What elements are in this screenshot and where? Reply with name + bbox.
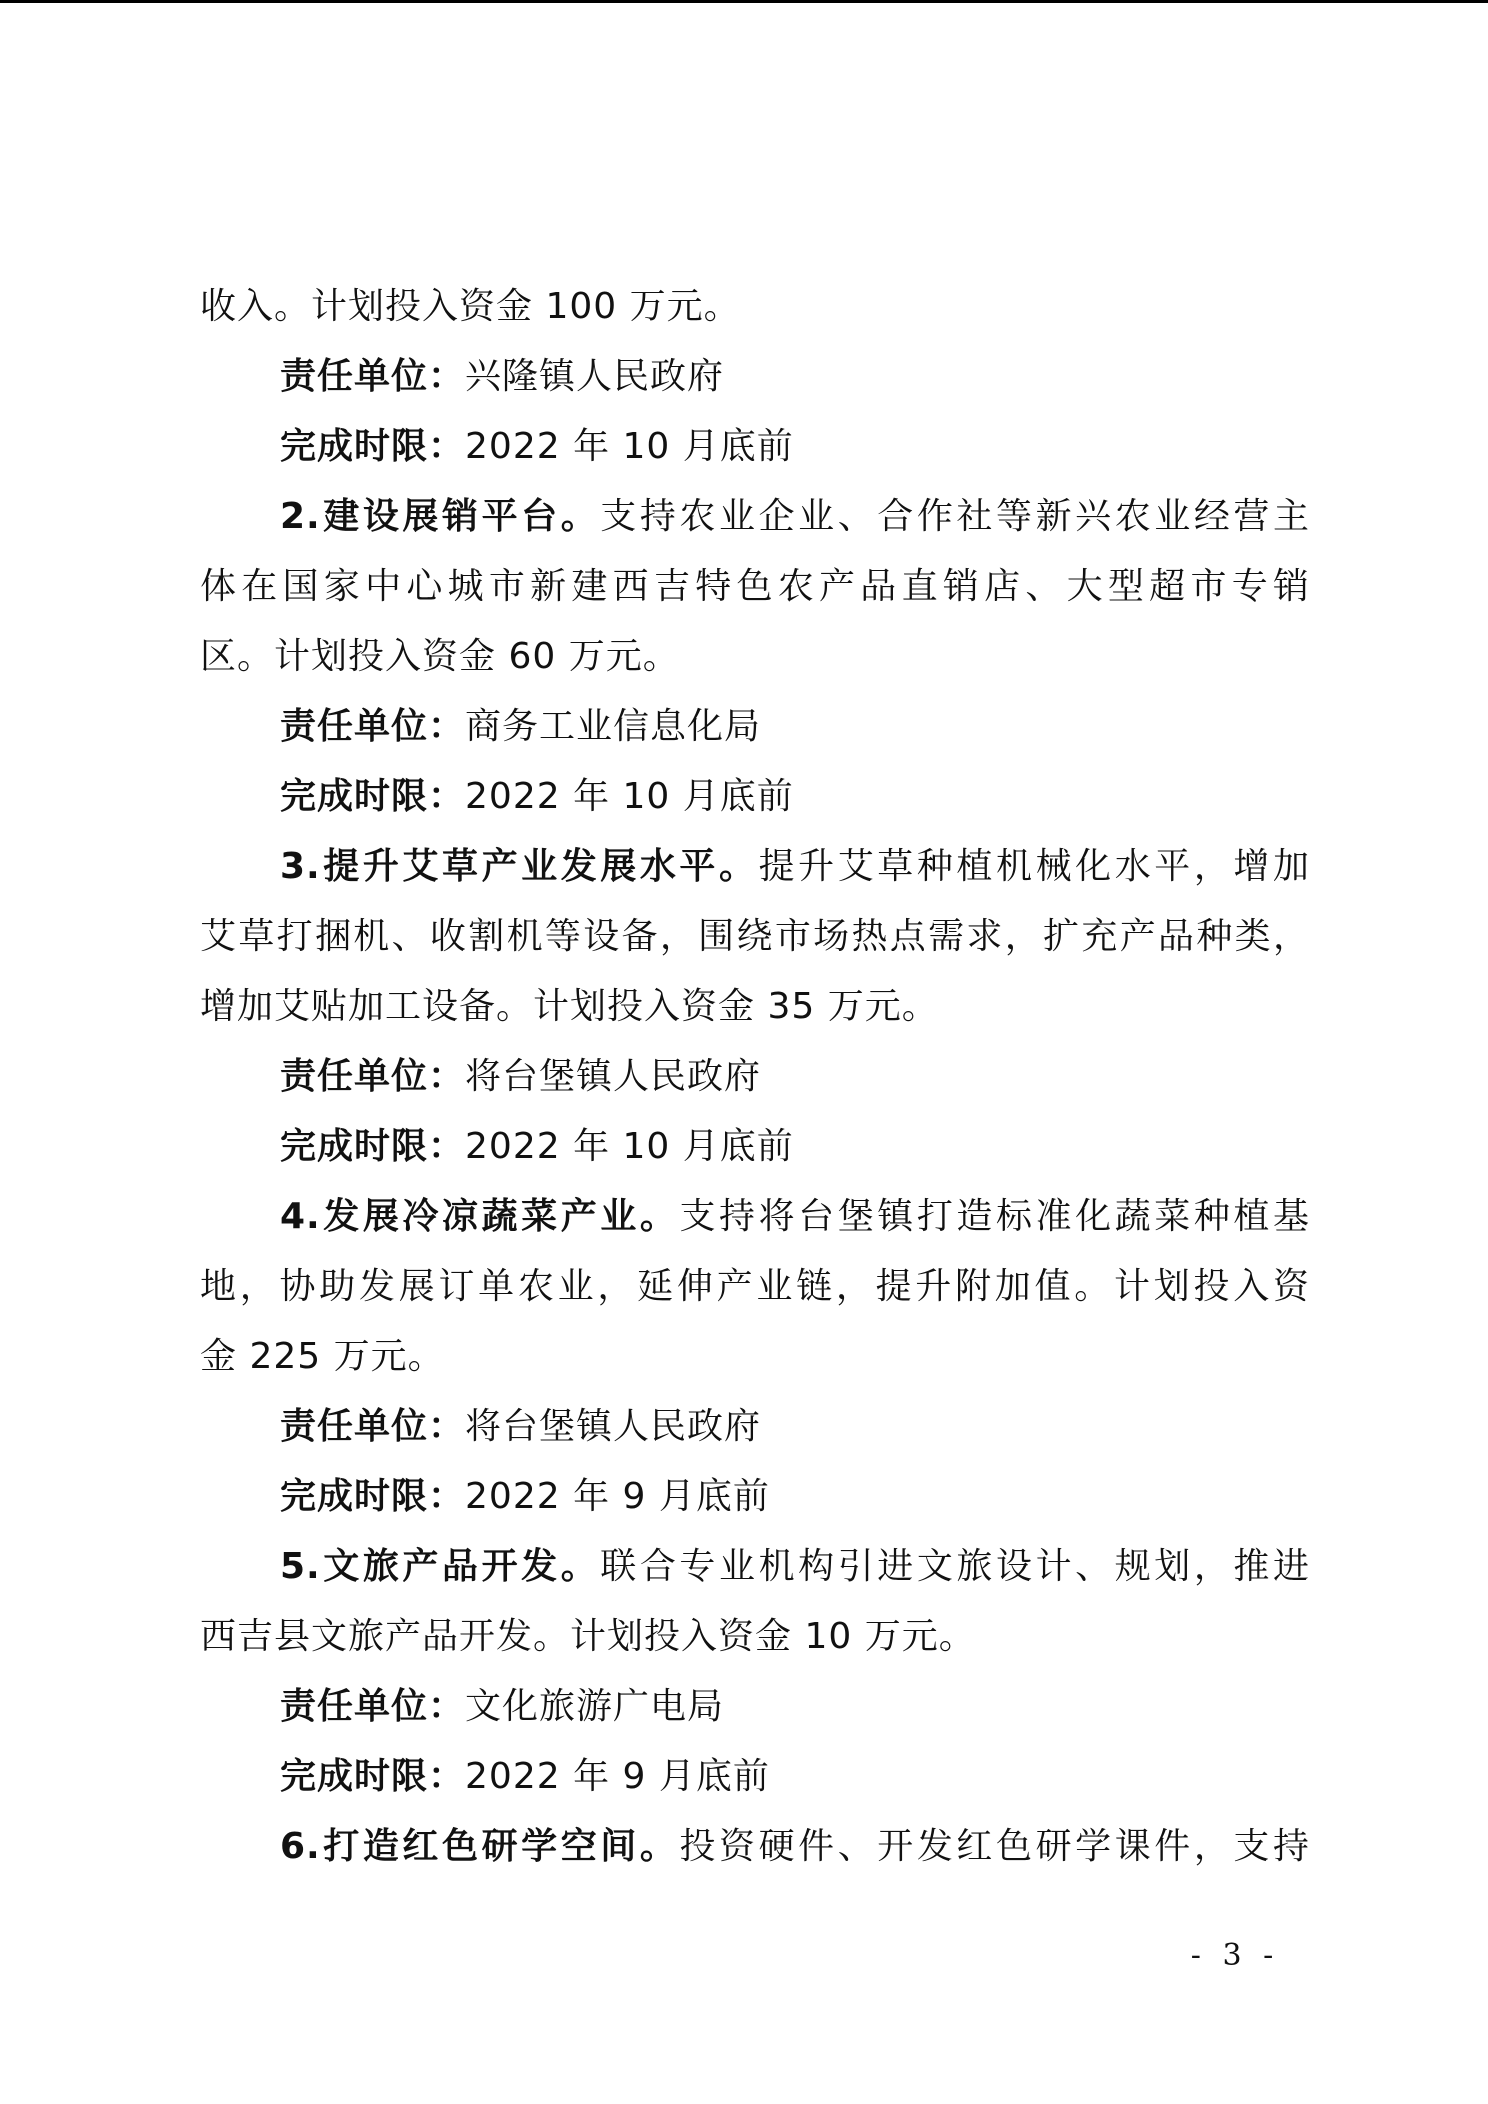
responsible-unit-value: 兴隆镇人民政府 [465, 356, 725, 397]
deadline-line [200, 1742, 1310, 1812]
item-body: 支持将台堡镇打造标准化蔬菜种植基 [679, 1196, 1310, 1237]
deadline-value: 2022 年 9 月底前 [465, 1756, 770, 1797]
item-heading: 4.发展冷凉蔬菜产业。 [280, 1196, 680, 1237]
paragraph-line: 金 225 万元。 [200, 1336, 445, 1377]
deadline-value: 2022 年 10 月底前 [465, 776, 794, 817]
item-heading: 3.提升艾草产业发展水平。 [280, 846, 759, 887]
responsible-unit-value: 文化旅游广电局 [465, 1686, 725, 1727]
paragraph-line: 收入。计划投入资金 100 万元。 [200, 286, 741, 327]
responsible-unit-line [200, 1672, 1310, 1742]
item-heading: 2.建设展销平台。 [280, 496, 601, 537]
item-heading-line [200, 1182, 1310, 1252]
deadline-line [200, 412, 1310, 482]
paragraph-line: 艾草打捆机、收割机等设备，围绕市场热点需求，扩充产品种类， [200, 916, 1310, 957]
responsible-unit-line [200, 692, 1310, 762]
deadline-label: 完成时限： [280, 1476, 466, 1517]
deadline-value: 2022 年 9 月底前 [465, 1476, 770, 1517]
responsible-unit-label: 责任单位： [280, 1056, 466, 1097]
paragraph-line: 西吉县文旅产品开发。计划投入资金 10 万元。 [200, 1616, 976, 1657]
deadline-label: 完成时限： [280, 776, 466, 817]
item-body: 支持农业企业、合作社等新兴农业经营主 [600, 496, 1310, 537]
responsible-unit-line [200, 342, 1310, 412]
page-number: - 3 - [1190, 1938, 1280, 1973]
responsible-unit-label: 责任单位： [280, 706, 466, 747]
deadline-line [200, 1112, 1310, 1182]
top-border-rule [0, 0, 1488, 3]
item-heading-line [200, 482, 1310, 552]
deadline-line [200, 1462, 1310, 1532]
item-body: 提升艾草种植机械化水平，增加 [758, 846, 1310, 887]
item-heading: 6.打造红色研学空间。 [280, 1826, 680, 1867]
deadline-value: 2022 年 10 月底前 [465, 1126, 794, 1167]
responsible-unit-label: 责任单位： [280, 1686, 466, 1727]
responsible-unit-label: 责任单位： [280, 356, 466, 397]
responsible-unit-value: 将台堡镇人民政府 [465, 1406, 762, 1447]
item-body: 投资硬件、开发红色研学课件，支持 [679, 1826, 1310, 1867]
responsible-unit-line [200, 1392, 1310, 1462]
paragraph-line: 区。计划投入资金 60 万元。 [200, 636, 680, 677]
paragraph-line: 增加艾贴加工设备。计划投入资金 35 万元。 [200, 986, 939, 1027]
item-heading-line [200, 1532, 1310, 1602]
deadline-line [200, 762, 1310, 832]
item-heading-line [200, 1812, 1310, 1882]
responsible-unit-label: 责任单位： [280, 1406, 466, 1447]
deadline-value: 2022 年 10 月底前 [465, 426, 794, 467]
paragraph-line: 体在国家中心城市新建西吉特色农产品直销店、大型超市专销 [200, 566, 1310, 607]
paragraph-line: 地，协助发展订单农业，延伸产业链，提升附加值。计划投入资 [200, 1266, 1310, 1307]
item-heading-line [200, 832, 1310, 902]
item-heading: 5.文旅产品开发。 [280, 1546, 601, 1587]
deadline-label: 完成时限： [280, 1126, 466, 1167]
item-body: 联合专业机构引进文旅设计、规划，推进 [600, 1546, 1310, 1587]
deadline-label: 完成时限： [280, 1756, 466, 1797]
document-body [200, 272, 1310, 1882]
responsible-unit-line [200, 1042, 1310, 1112]
deadline-label: 完成时限： [280, 426, 466, 467]
responsible-unit-value: 将台堡镇人民政府 [465, 1056, 762, 1097]
responsible-unit-value: 商务工业信息化局 [465, 706, 762, 747]
